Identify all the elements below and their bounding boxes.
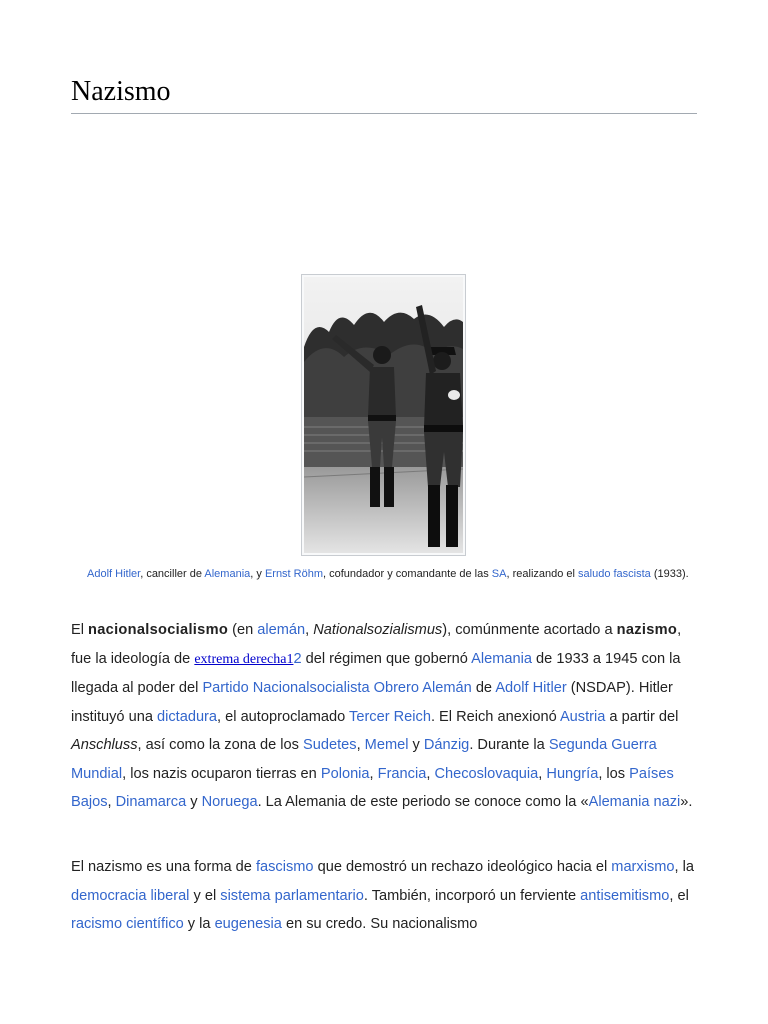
link-marxismo[interactable]: marxismo [611, 859, 675, 875]
second-paragraph [71, 853, 697, 939]
intro-paragraph [71, 616, 697, 817]
caption-text: , y [250, 568, 265, 580]
link-sudetes[interactable]: Sudetes [303, 737, 357, 753]
link-racismo-cientifico[interactable]: racismo científico [71, 916, 184, 932]
link-segunda-guerra-mundial[interactable]: Segunda Guerra Mundial [71, 737, 657, 782]
link-eugenesia[interactable]: eugenesia [214, 916, 282, 932]
body-text: (en [228, 622, 258, 638]
link-extrema-derecha[interactable]: extrema derecha1 [194, 651, 294, 667]
body-text: . Durante la [469, 737, 549, 753]
body-text: y [186, 794, 202, 810]
body-text: , [426, 765, 435, 782]
body-text: , [305, 622, 314, 638]
caption-text: , cofundador y comandante de las [323, 568, 492, 580]
link-paises-bajos[interactable]: Países Bajos [71, 765, 674, 810]
link-polonia[interactable]: Polonia [320, 765, 370, 782]
body-text: ». [680, 794, 693, 810]
link-dictadura[interactable]: dictadura [157, 708, 218, 725]
caption-text: , realizando el [506, 568, 579, 580]
link-tercer-reich[interactable]: Tercer Reich [349, 708, 431, 725]
link-memel[interactable]: Memel [364, 737, 409, 753]
body-text: y el [189, 887, 221, 904]
body-text: a partir del [605, 708, 679, 725]
body-text: . La Alemania de este periodo se conoce como la « [257, 794, 589, 810]
body-text: , los [598, 765, 630, 782]
body-text: El [71, 622, 89, 638]
link-aleman[interactable]: alemán [257, 622, 306, 638]
caption-text: (1933). [650, 568, 689, 580]
caption-link-adolf-hitler[interactable]: Adolf Hitler [87, 568, 141, 580]
link-partido-nacionalsocialista[interactable]: Partido Nacionalsocialista Obrero Alemán [202, 680, 472, 696]
caption-link-ernst-rohm[interactable]: Ernst Röhm [264, 568, 324, 580]
link-francia[interactable]: Francia [377, 765, 427, 782]
link-adolf-hitler[interactable]: Adolf Hitler [495, 680, 567, 696]
link-democracia-liberal[interactable]: democracia liberal [71, 887, 190, 904]
body-text: del régimen que gobernó [301, 650, 472, 667]
figure-frame [301, 274, 466, 556]
bold-term: nazismo [616, 622, 678, 638]
caption-link-alemania[interactable]: Alemania [204, 568, 251, 580]
title-divider [71, 113, 697, 114]
body-text: en su credo. Su nacionalismo [281, 916, 478, 932]
caption-link-saludo-fascista[interactable]: saludo fascista [578, 568, 651, 580]
footnote-link[interactable]: 2 [293, 650, 302, 667]
figure-caption [71, 564, 691, 585]
link-fascismo[interactable]: fascismo [255, 859, 314, 875]
body-text: , [356, 737, 365, 753]
body-text: que demostró un rechazo ideológico hacia el [313, 859, 612, 875]
historical-photo[interactable] [304, 277, 463, 553]
link-alemania[interactable]: Alemania [471, 650, 532, 667]
link-danzig[interactable]: Dánzig [423, 737, 470, 753]
body-text: , así como la zona de los [137, 737, 303, 753]
link-alemania-nazi[interactable]: Alemania nazi [588, 794, 681, 810]
body-text: de [471, 680, 496, 696]
body-text: . También, incorporó un ferviente [363, 887, 581, 904]
body-text: , [369, 765, 378, 782]
link-sistema-parlamentario[interactable]: sistema parlamentario [220, 887, 364, 904]
link-noruega[interactable]: Noruega [201, 794, 258, 810]
link-dinamarca[interactable]: Dinamarca [115, 794, 187, 810]
body-text: y la [183, 916, 215, 932]
link-checoslovaquia[interactable]: Checoslovaquia [434, 765, 539, 782]
body-text: (NSDAP). Hitler instituyó una [71, 680, 673, 725]
page-title: Nazismo [71, 76, 171, 107]
body-text: , [538, 765, 547, 782]
body-text: El nazismo es una forma de [71, 859, 256, 875]
body-text: , la [674, 859, 694, 875]
body-text: , el [669, 887, 689, 904]
body-text: , fue la ideología de [71, 622, 682, 667]
link-austria[interactable]: Austria [559, 708, 606, 725]
body-text: y [408, 737, 424, 753]
body-text: de 1933 a 1945 con la llegada al poder del [71, 650, 681, 696]
link-hungria[interactable]: Hungría [546, 765, 599, 782]
caption-text: , canciller de [140, 568, 205, 580]
body-text: . El Reich anexionó [430, 708, 560, 725]
caption-link-sa[interactable]: SA [491, 568, 507, 580]
link-antisemitismo[interactable]: antisemitismo [580, 887, 670, 904]
body-text: , los nazis ocuparon tierras en [122, 765, 321, 782]
bold-term: nacionalsocialismo [88, 622, 229, 638]
italic-term: Nationalsozialismus [313, 622, 443, 638]
body-text: , [107, 794, 116, 810]
italic-term: Anschluss [71, 737, 138, 753]
body-text: , el autoproclamado [217, 708, 350, 725]
body-text: ), comúnmente acortado a [442, 622, 617, 638]
